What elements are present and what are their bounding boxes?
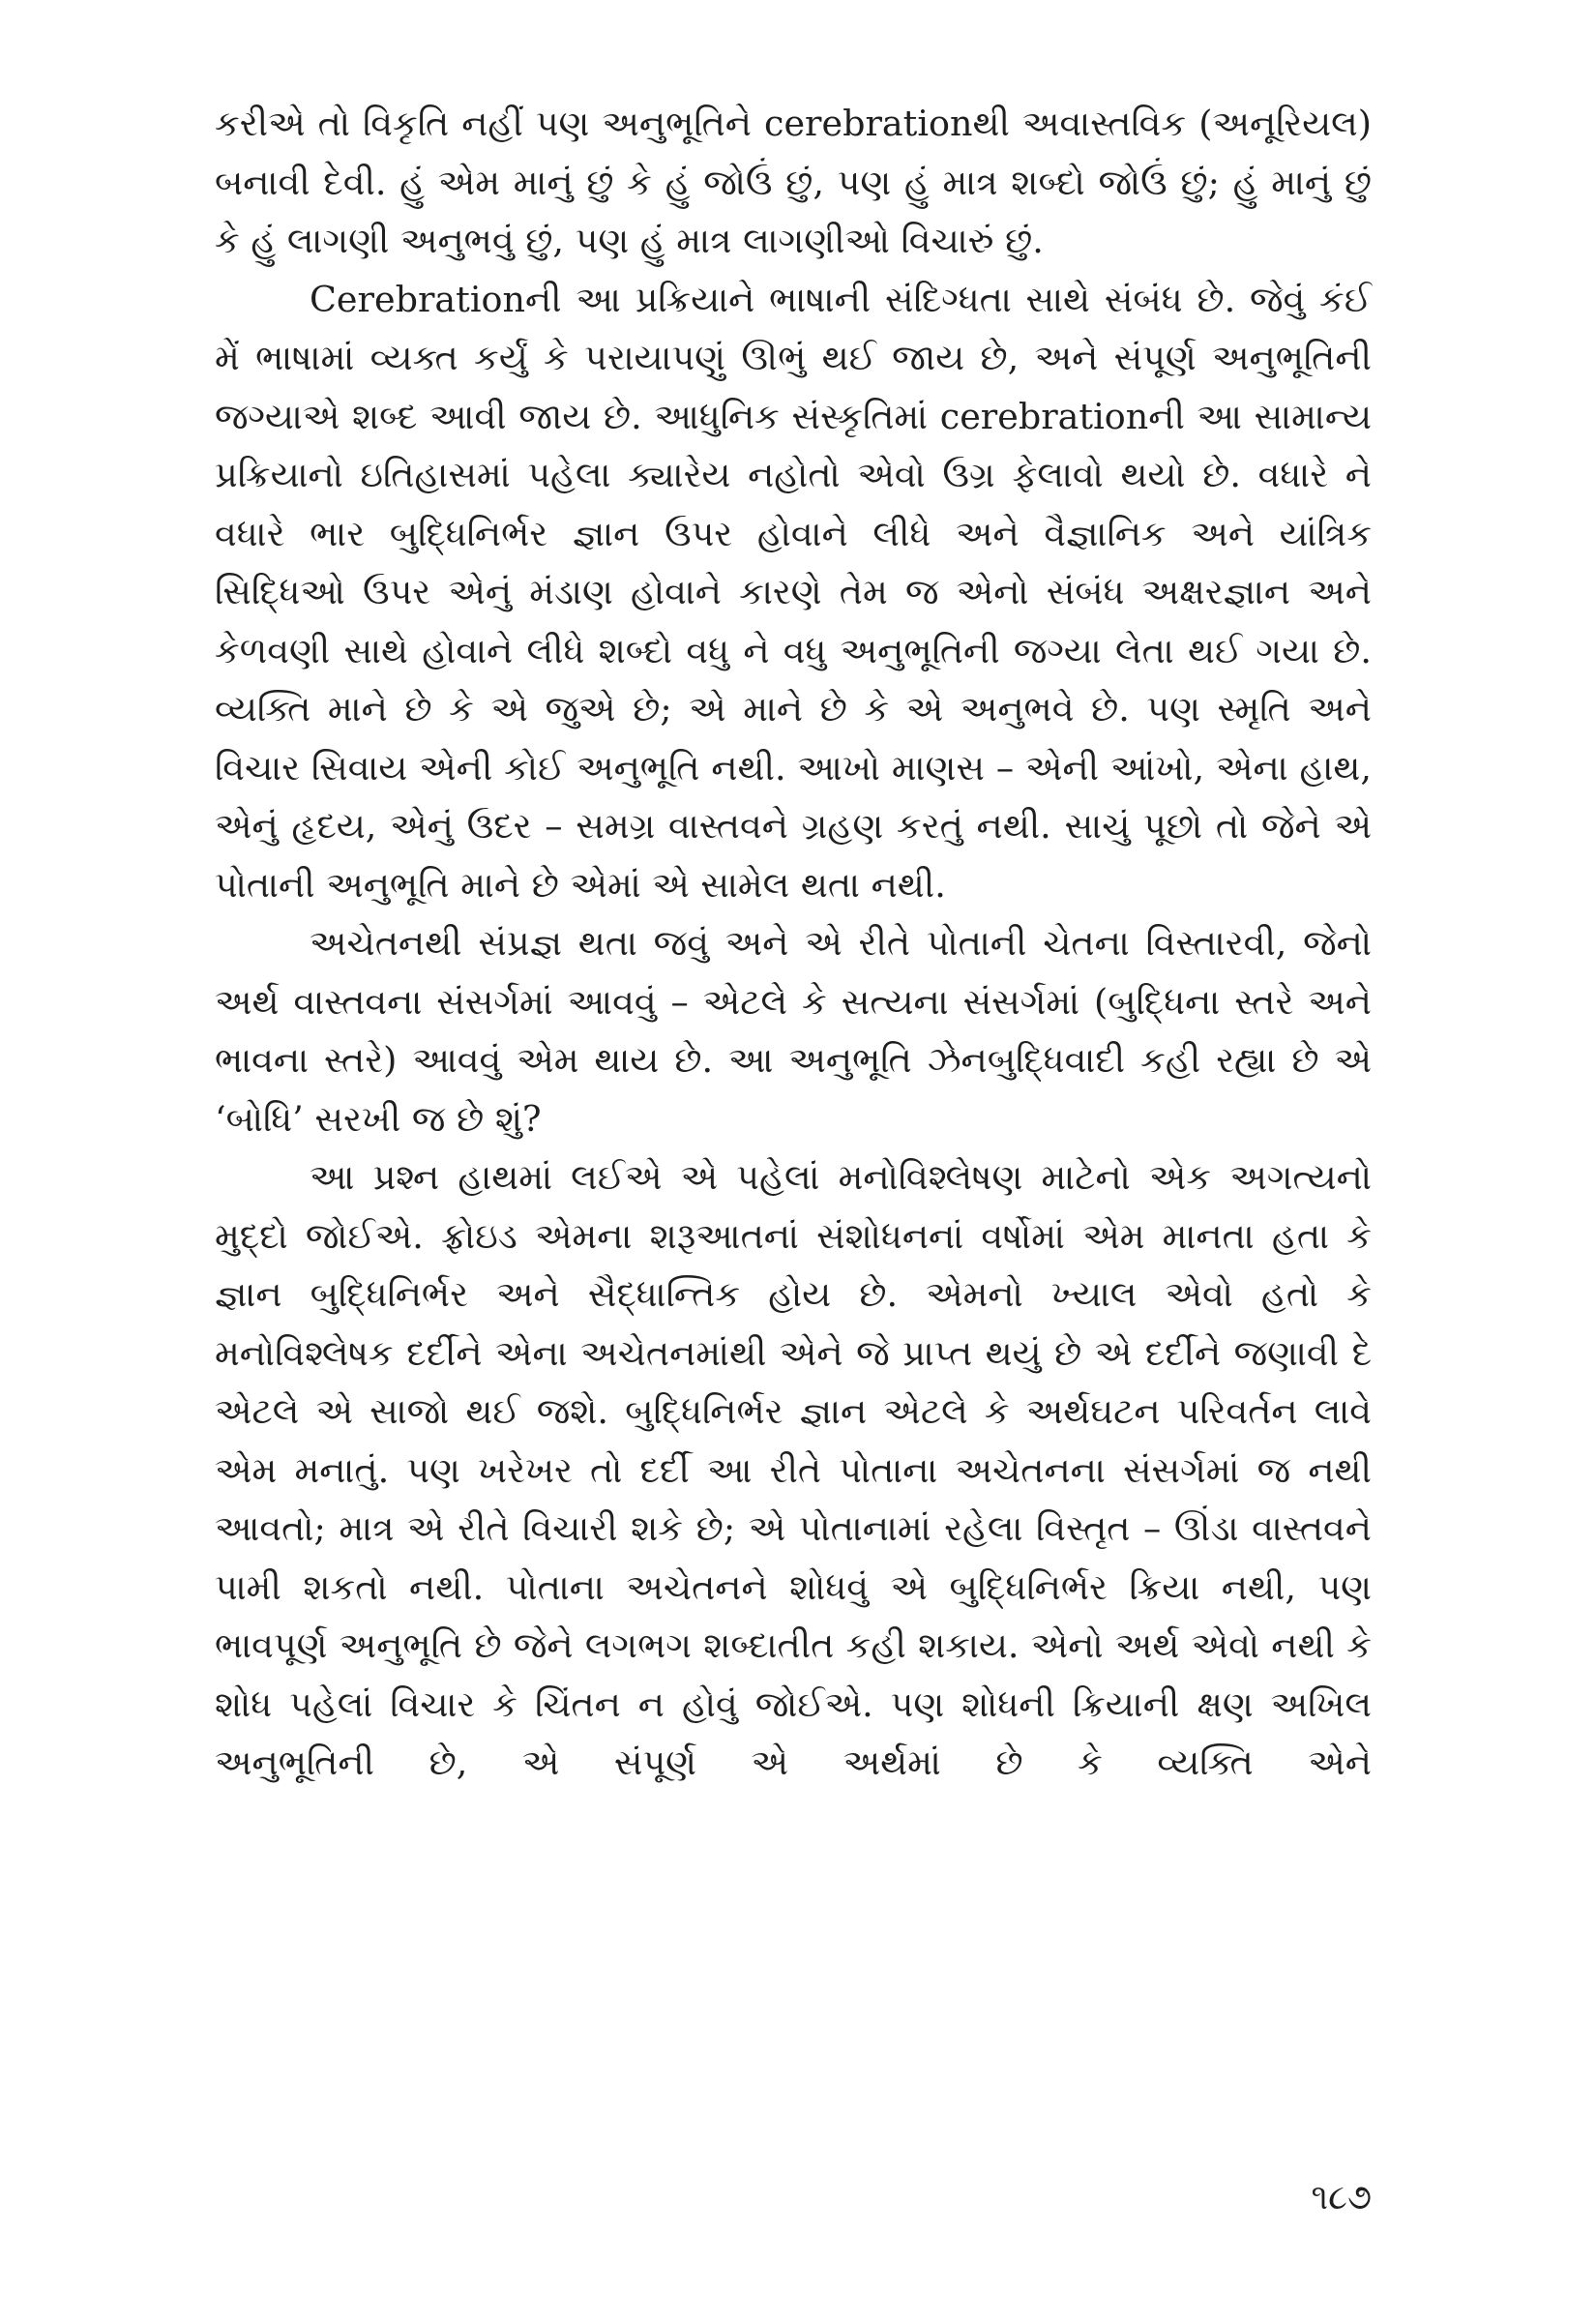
paragraph-cerebration: Cerebrationની આ પ્રક્રિયાને ભાષાની સંદિગ્ધતા સાથે સંબંધ છે. જેવું કંઈ મેં ભાષામાં વ્યક્ત કર્યું કે પરાયાપણું ઊભું થઈ જાય છે, અને સંપૂર્ણ અનુભૂતિની જગ્યાએ શબ્દ આવી જાય છે. આધુનિક સંસ્કૃતિમાં cerebrationની આ સામાન્ય પ્રક્રિયાનો ઇતિહાસમાં પહેલા ક્યારેય નહોતો એવો ઉગ્ર ફેલાવો થયો છે. વધારે ને વધારે ભાર બુદ્ધિનિર્ભર જ્ઞાન ઉપર હોવાને લીધે અને વૈજ્ઞાનિક અને યાંત્રિક સિદ્ધિઓ ઉપર એનું મંડાણ હોવાને કારણે તેમ જ એનો સંબંધ અક્ષરજ્ઞાન અને કેળવણી સાથે હોવાને લીધે શબ્દો વધુ ને વધુ અનુભૂતિની જગ્યા લેતા થઈ ગયા છે. વ્યક્તિ માને છે કે એ જુએ છે; એ માને છે કે એ અનુભવે છે. પણ સ્મૃતિ અને વિચાર સિવાય એની કોઈ અનુભૂતિ નથી. આખો માણસ – એની આંખો, એના હાથ, એનું હૃદય, એનું ઉદર – સમગ્ર વાસ્તવને ગ્રહણ કરતું નથી. સાચું પૂછો તો જેને એ પોતાની અનુભૂતિ માને છે એમાં એ સામેલ થતા નથી.: [215, 278, 1372, 906]
paragraph-unconscious: અચેતનથી સંપ્રજ્ઞ થતા જવું અને એ રીતે પોતાની ચેતના વિસ્તારવી, જેનો અર્થ વાસ્તવના સંસર્ગમાં આવવું – એટલે કે સત્યના સંસર્ગમાં (બુદ્ધિના સ્તરે અને ભાવના સ્તરે) આવવું એમ થાય છે. આ અનુભૂતિ ઝેનબુદ્ધિવાદી કહી રહ્યા છે એ ‘બોધિ’ સરખી જ છે શું?: [215, 922, 1372, 1140]
page-number: ૧૮૭: [1311, 2178, 1372, 2218]
paragraph-continued: કરીએ તો વિકૃતિ નહીં પણ અનુભૂતિને cerebrationથી અવાસ્તવિક (અનૂરિયલ) બનાવી દેવી. હું એમ માનું છું કે હું જોઉં છું, પણ હું માત્ર શબ્દો જોઉં છું; હું માનું છું કે હું લાગણી અનુભવું છું, પણ હું માત્ર લાગણીઓ વિચારું છું.: [215, 103, 1372, 261]
paragraph-psychoanalysis: આ પ્રશ્ન હાથમાં લઈએ એ પહેલાં મનોવિશ્લેષણ માટેનો એક અગત્યનો મુદ્દો જોઈએ. ફ્રોઇડ એમના શરૂઆતનાં સંશોધનનાં વર્ષોમાં એમ માનતા હતા કે જ્ઞાન બુદ્ધિનિર્ભર અને સૈદ્ધાન્તિક હોય છે. એમનો ખ્યાલ એવો હતો કે મનોવિશ્લેષક દર્દીને એના અચેતનમાંથી એને જે પ્રાપ્ત થયું છે એ દર્દીને જણાવી દે એટલે એ સાજો થઈ જશે. બુદ્ધિનિર્ભર જ્ઞાન એટલે કે અર્થઘટન પરિવર્તન લાવે એમ મનાતું. પણ ખરેખર તો દર્દી આ રીતે પોતાના અચેતનના સંસર્ગમાં જ નથી આવતો; માત્ર એ રીતે વિચારી શકે છે; એ પોતાનામાં રહેલા વિસ્તૃત – ઊંડા વાસ્તવને પામી શકતો નથી. પોતાના અચેતનને શોધવું એ બુદ્ધિનિર્ભર ક્રિયા નથી, પણ ભાવપૂર્ણ અનુભૂતિ છે જેને લગભગ શબ્દાતીત કહી શકાય. એનો અર્થ એવો નથી કે શોધ પહેલાં વિચાર કે ચિંતન ન હોવું જોઈએ. પણ શોધની ક્રિયાની ક્ષણ અખિલ અનુભૂતિની છે, એ સંપૂર્ણ એ અર્થમાં છે કે વ્યક્તિ એને: [215, 1156, 1372, 1783]
body-text: [215, 95, 1372, 1793]
